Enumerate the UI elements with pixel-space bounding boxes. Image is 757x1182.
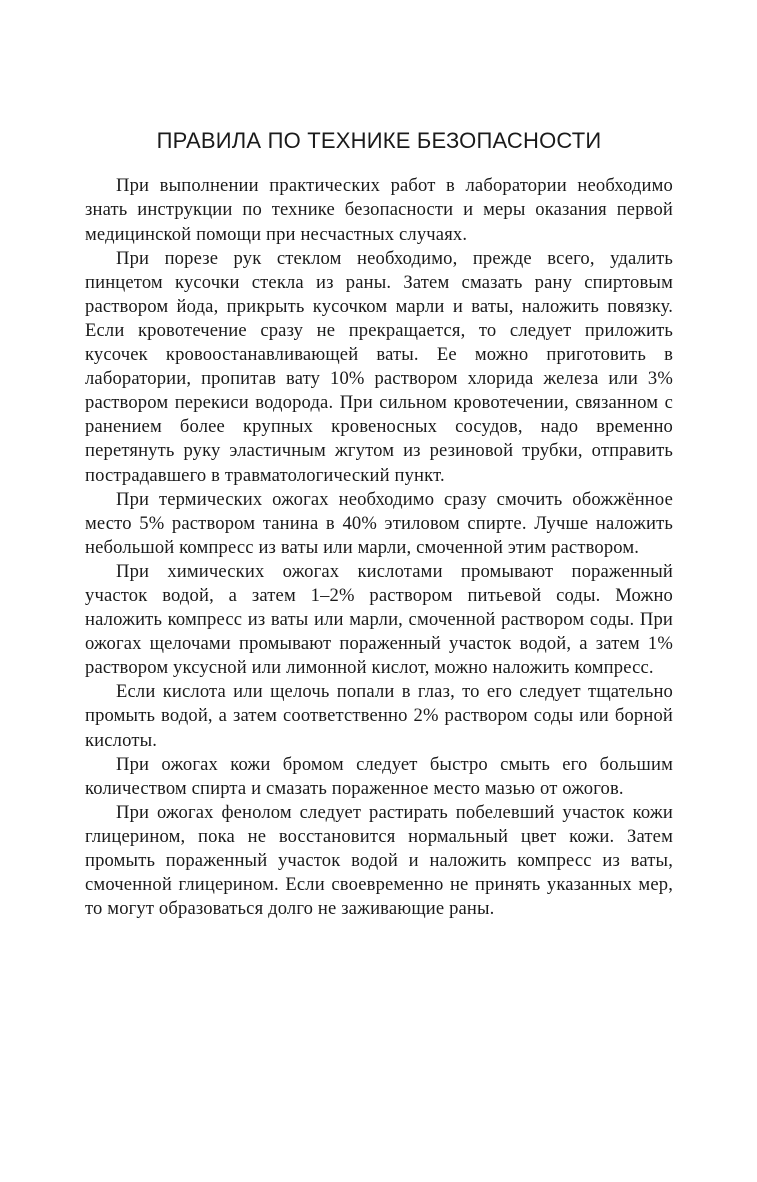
page-content xyxy=(85,128,673,921)
paragraph-thermal-burns: При термических ожогах необходимо сразу смочить обожжённое место 5% раствором танина в 40% этиловом спирте. Лучше наложить небольшой компресс из ваты или марли, смоченной этим раствором. xyxy=(85,488,673,558)
paragraph-general: При выполнении практических работ в лаборатории необходимо знать инструкции по технике безопасности и меры оказания первой медицинской помощи при несчастных случаях. xyxy=(85,175,673,245)
paragraph-chemical-burns: При химических ожогах кислотами промывают пораженный участок водой, а затем 1–2% раствором питьевой соды. Можно наложить компресс из ваты или марли, смоченной раствором соды. При ожогах щелочами промывают пораженный участок водой, а затем 1% раствором уксусной или лимонной кислот, можно наложить компресс. xyxy=(85,560,673,679)
paragraph-phenol-burns: При ожогах фенолом следует растирать побелевший участок кожи глицерином, пока не восстановится нормальный цвет кожи. Затем промыть пораженный участок водой и наложить компресс из ваты, смоченной глицерином. Если своевременно не принять указанных мер, то могут образоваться долго не заживающие раны. xyxy=(85,801,673,920)
paragraph-cuts: При порезе рук стеклом необходимо, прежде всего, удалить пинцетом кусочки стекла из раны. Затем смазать рану спиртовым раствором йода, прикрыть кусочком марли и ваты, наложить повязку. Если кровотечение сразу не прекращается, то следует приложить кусочек кровоостанавливающей ваты. Ее можно приготовить в лаборатории, пропитав вату 10% раствором хлорида железа или 3% раствором перекиси водорода. При сильном кровотечении, связанном с ранением более крупных кровеносных сосудов, надо временно перетянуть руку эластичным жгутом из резиновой трубки, отправить пострадавшего в травматологический пункт. xyxy=(85,247,673,486)
paragraph-bromine-burns: При ожогах кожи бромом следует быстро смыть его большим количеством спирта и смазать пораженное место мазью от ожогов. xyxy=(85,753,673,799)
paragraph-eye-contact: Если кислота или щелочь попали в глаз, то его следует тщательно промыть водой, а затем соответственно 2% раствором соды или борной кислоты. xyxy=(85,681,673,751)
page-title: ПРАВИЛА ПО ТЕХНИКЕ БЕЗОПАСНОСТИ xyxy=(156,128,602,153)
